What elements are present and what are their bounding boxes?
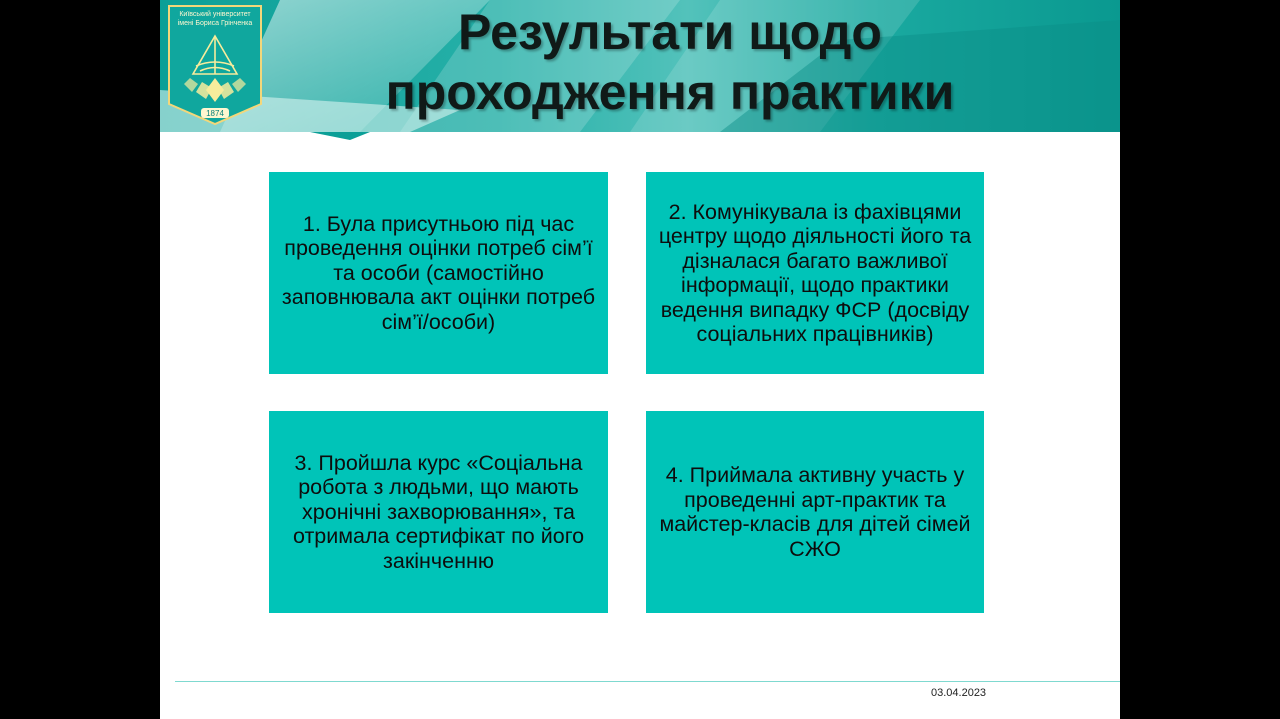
slide-title: Результати щодо проходження практики (385, 4, 955, 120)
result-card-4 (646, 411, 984, 613)
result-card-text: 1. Була присутньою під час проведення оцінки потреб сім’ї та особи (самостійно заповнювала акт оцінки потреб сім’ї/особи) (281, 211, 596, 334)
footer-divider (175, 681, 1120, 682)
logo-text-line2: імені Бориса Грінченка (177, 20, 253, 27)
logo-year: 1874 (206, 109, 224, 118)
result-card-text: 4. Приймала активну участь у проведенні арт-практик та майстер-класів для дітей сімей СЖО (659, 463, 971, 561)
result-card-3 (269, 411, 608, 613)
slide (160, 0, 1120, 719)
university-logo (166, 4, 264, 126)
logo-text-line1: Київський університет (179, 11, 251, 18)
result-card-2 (646, 172, 984, 374)
result-card-text: 3. Пройшла курс «Соціальна робота з людьми, що мають хронічні захворювання», та отримала сертифікат по його закінченню (292, 450, 585, 573)
result-card-1 (269, 172, 608, 374)
result-card-text: 2. Комунікувала із фахівцями центру щодо діяльності його та дізналася багато важливої інформації, щодо практики ведення випадку ФСР (досвіду соціальних працівників) (658, 199, 972, 346)
slide-date: 03.04.2023 (931, 687, 987, 699)
